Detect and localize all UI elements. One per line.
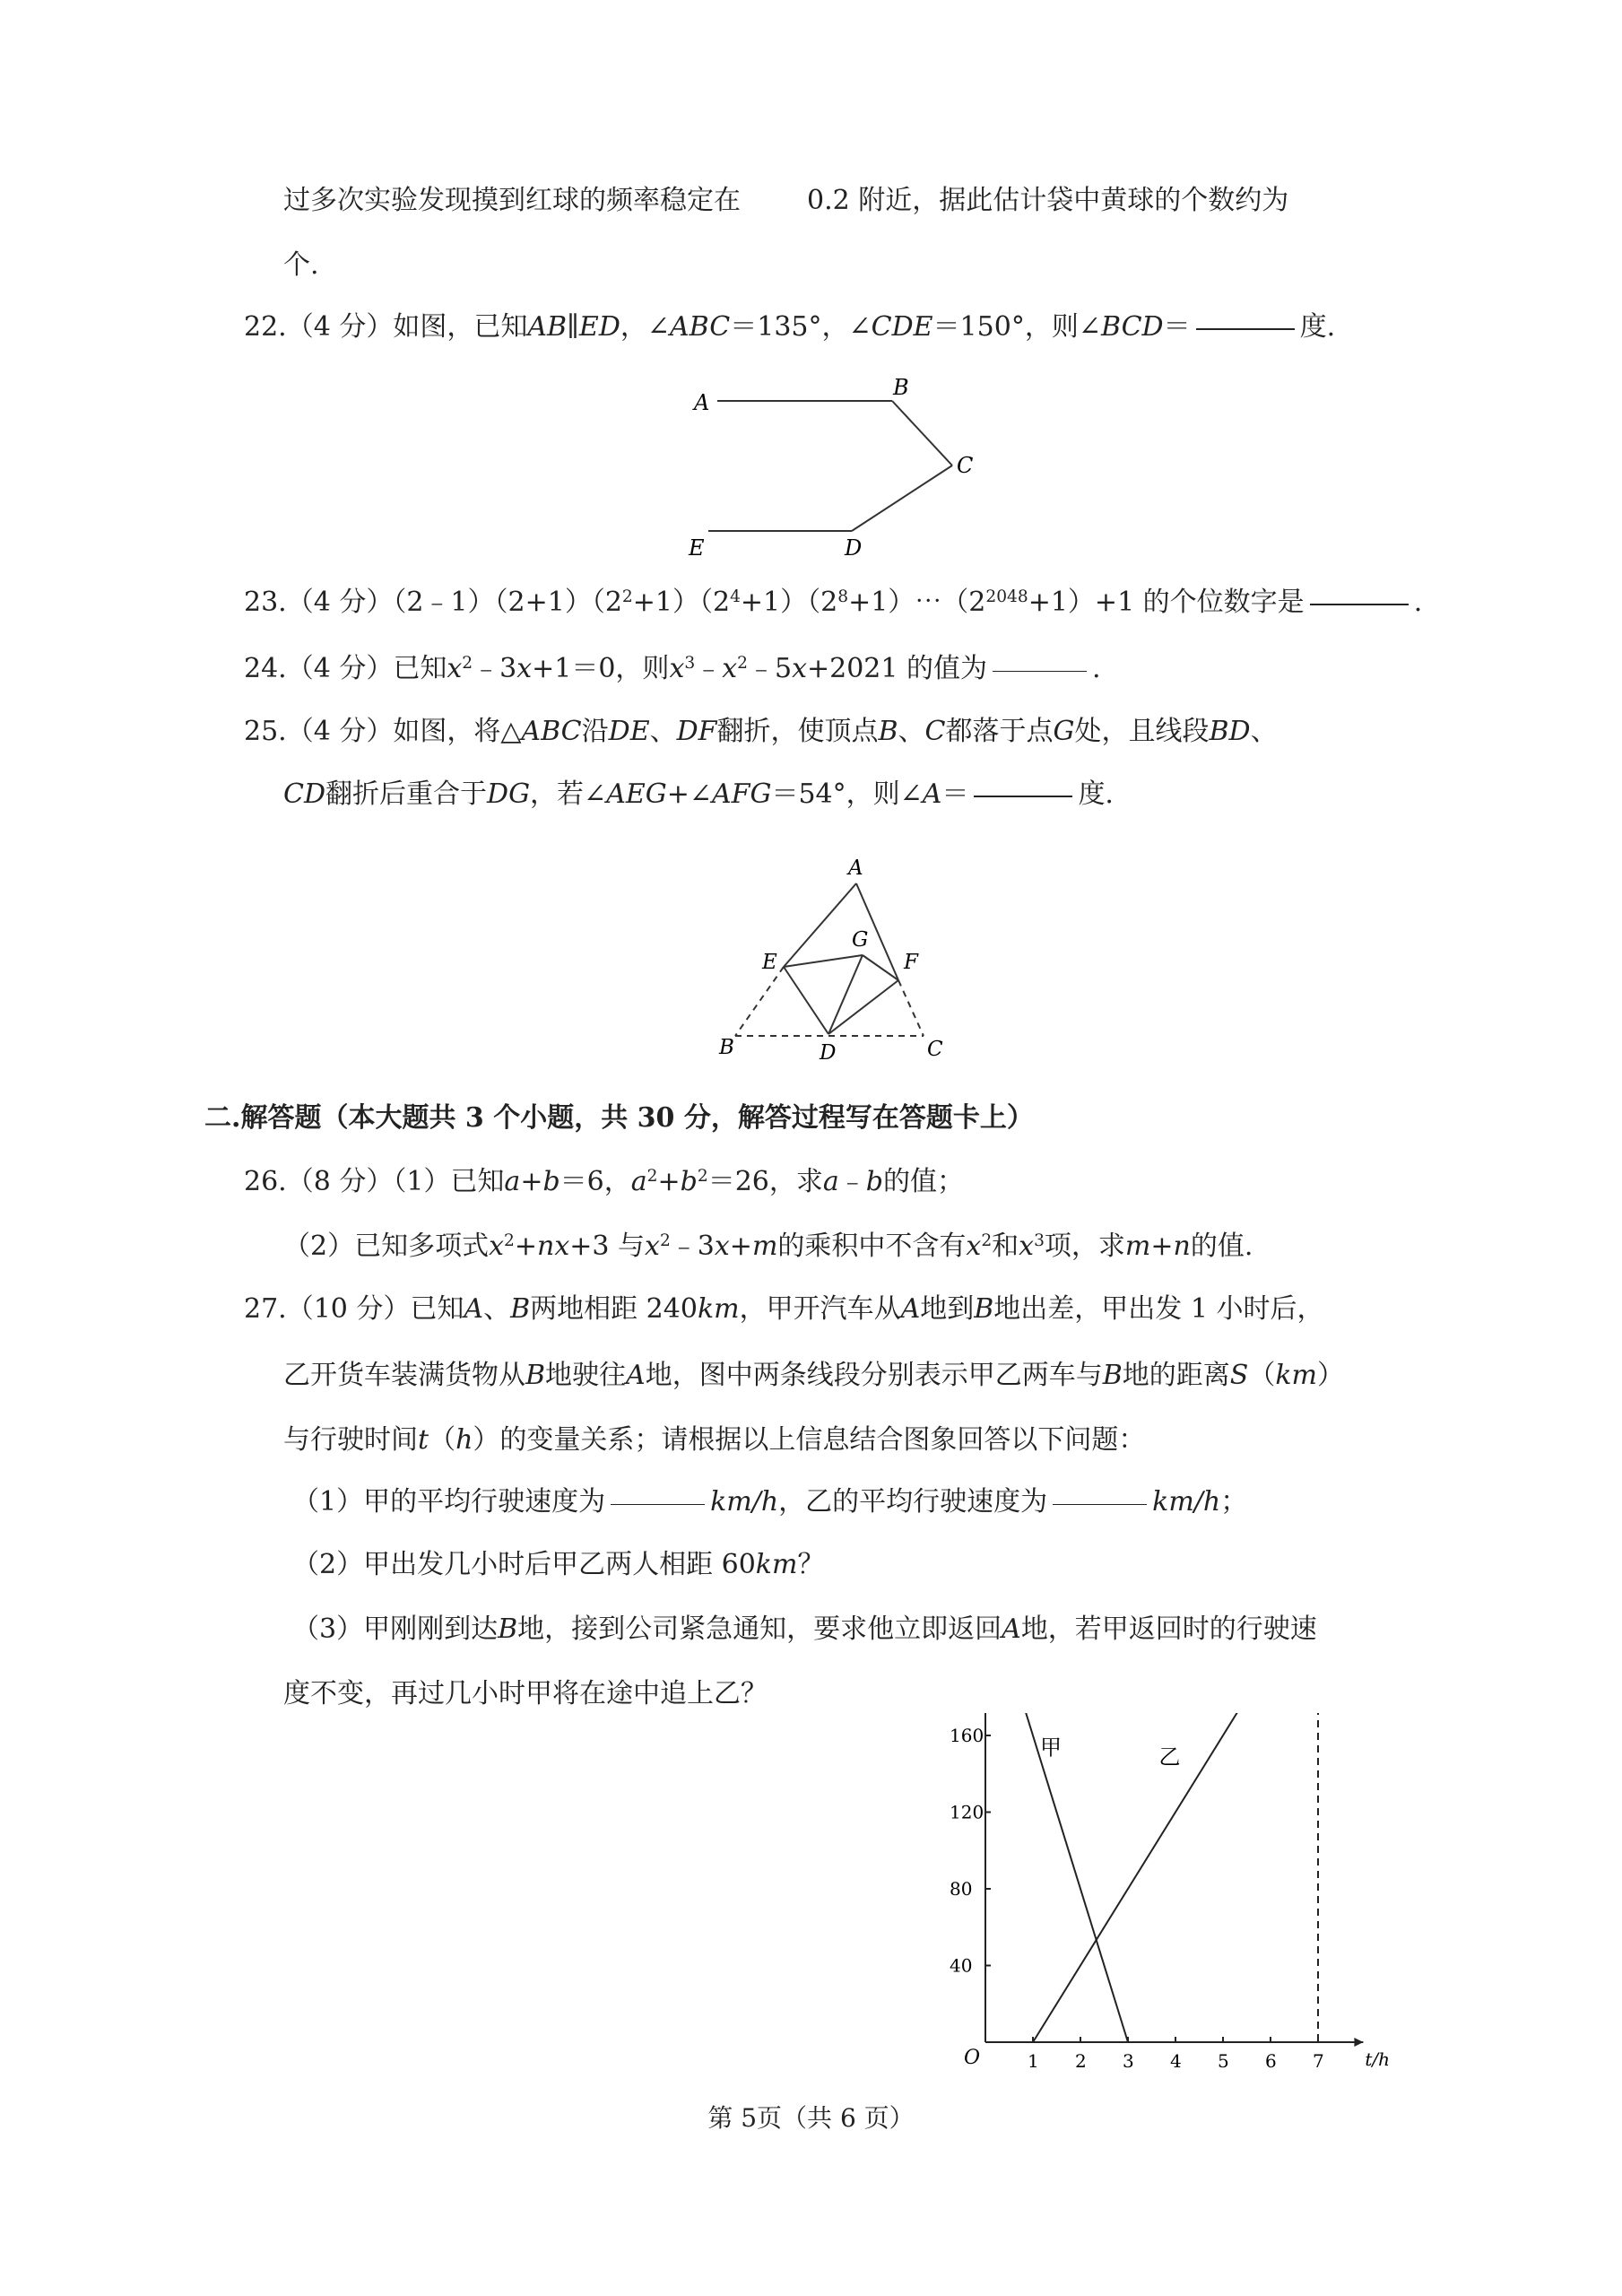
segment-fc xyxy=(898,980,924,1036)
question-27-part3-line1 xyxy=(292,1612,1317,1648)
q27-a3: A xyxy=(626,1360,646,1391)
q27-t17: ，乙的平均行驶速度为 xyxy=(778,1486,1048,1518)
q26-e5: 3 xyxy=(1034,1231,1045,1250)
q26-t13: 的乘积中不含有 xyxy=(777,1231,967,1262)
q27-speed-a-blank[interactable] xyxy=(611,1503,705,1505)
q27-km2: km xyxy=(1275,1360,1317,1391)
segment-gd xyxy=(828,955,863,1034)
q24-x5: x xyxy=(792,653,807,684)
q27-b2: B xyxy=(974,1293,994,1325)
q25-c: C xyxy=(924,716,946,747)
q25-t12: ＝54°，则∠ xyxy=(771,778,923,810)
x-tick-label: 6 xyxy=(1265,2050,1277,2072)
q26-t16: + xyxy=(1150,1231,1174,1262)
y-tick-label: 80 xyxy=(950,1878,973,1900)
q26-a3: a xyxy=(822,1166,839,1197)
q27-h: h xyxy=(455,1424,473,1456)
q23-e3: 8 xyxy=(837,587,849,606)
question-25-line2 xyxy=(283,777,1114,813)
q23-t2: +1）（2 xyxy=(632,587,731,618)
q25-t9: 翻折后重合于 xyxy=(325,778,488,810)
q25-t13: ＝ xyxy=(941,778,969,810)
q26-m1: m xyxy=(751,1231,778,1262)
q26-eb2: 2 xyxy=(697,1166,708,1186)
q24-t5: ﹣5 xyxy=(747,653,793,684)
label-d: D xyxy=(845,535,863,561)
question-23 xyxy=(244,585,1422,621)
section-2-title: 二.解答题（本大题共 3 个小题，共 30 分，解答过程写在答题卡上） xyxy=(204,1102,1034,1134)
figure-22 xyxy=(681,372,986,561)
q27-b3: B xyxy=(525,1360,546,1391)
segment-bc xyxy=(892,401,952,465)
q27-t2: 、 xyxy=(483,1293,511,1325)
q26-t1: 26.（8 分）（1）已知 xyxy=(244,1166,505,1197)
q23-t1: 23.（4 分）（2﹣1）（2+1）（2 xyxy=(244,587,622,618)
segment-ae xyxy=(784,883,856,967)
q27-t11: （ xyxy=(1248,1360,1276,1391)
q26-a2: a xyxy=(630,1166,647,1197)
q26-t4: + xyxy=(657,1166,681,1197)
q27-b4: B xyxy=(1102,1360,1123,1391)
x-axis-label: t/h xyxy=(1365,2048,1390,2070)
question-22 xyxy=(244,309,1335,345)
x-tick-label: 5 xyxy=(1218,2050,1229,2072)
q26-ea2: 2 xyxy=(646,1166,658,1186)
q22-ed: ED xyxy=(578,311,620,343)
q27-t21: （3）甲刚刚到达 xyxy=(292,1613,499,1645)
q27-km3: km xyxy=(755,1549,798,1580)
q24-t4: ﹣ xyxy=(695,653,723,684)
q26-e4: 2 xyxy=(981,1231,993,1250)
q25-t3: 、 xyxy=(649,716,677,747)
page-footer: 第 5页（共 6 页） xyxy=(707,2103,915,2133)
q22-abc: ABC xyxy=(670,311,731,343)
q25-answer-blank[interactable] xyxy=(974,795,1072,797)
q26-t2: + xyxy=(520,1166,543,1197)
q25-dg: DG xyxy=(487,778,531,810)
label-g: G xyxy=(852,928,869,952)
q25-t11: +∠ xyxy=(666,778,712,810)
q23-e4: 2048 xyxy=(985,587,1028,606)
q21-text-b: 0.2 附近，据此估计袋中黄球的个数约为 xyxy=(807,185,1289,216)
q24-x2: x xyxy=(516,653,533,684)
q27-t10: 地的距离 xyxy=(1122,1360,1230,1391)
q27-t22: 地，接到公司紧急通知，要求他立即返回 xyxy=(517,1613,1002,1645)
series-line-jia xyxy=(985,1713,1128,2042)
q24-x3: x xyxy=(669,653,685,684)
q22-parallel: ∥ xyxy=(567,311,579,343)
q27-t15: ）的变量关系；请根据以上信息结合图象回答以下问题： xyxy=(473,1424,1146,1456)
question-25-line1 xyxy=(244,714,1278,750)
segment-fd xyxy=(828,980,898,1034)
q27-t9: 地，图中两条线段分别表示甲乙两车与 xyxy=(645,1360,1103,1391)
q26-t12: + xyxy=(729,1231,752,1262)
q25-t2: 沿 xyxy=(581,716,609,747)
q25-t5: 、 xyxy=(898,716,925,747)
q27-speed-b-blank[interactable] xyxy=(1053,1503,1147,1505)
q27-t12: ） xyxy=(1316,1360,1344,1391)
q26-x3: x xyxy=(714,1231,730,1262)
q22-bcd: BCD xyxy=(1100,311,1164,343)
q25-df: DF xyxy=(676,716,717,747)
q25-t7: 处，且线段 xyxy=(1074,716,1210,747)
q27-b1: B xyxy=(510,1293,531,1325)
q25-a: A xyxy=(922,778,942,810)
q26-t7: 的值； xyxy=(883,1166,964,1197)
q27-a2: A xyxy=(900,1293,921,1325)
q26-t10: +3 与 xyxy=(569,1231,646,1262)
q21-text-c: 个. xyxy=(283,249,319,281)
q25-de: DE xyxy=(608,716,650,747)
q27-t20: ？ xyxy=(797,1549,825,1580)
q21-text-a: 过多次实验发现摸到红球的频率稳定在 xyxy=(283,185,741,216)
q23-e2: 4 xyxy=(730,587,741,606)
q26-t11: ﹣3 xyxy=(670,1231,715,1262)
q22-t3: ＝150°，则∠ xyxy=(932,311,1101,343)
label-e: E xyxy=(762,951,777,974)
question-24 xyxy=(244,651,1101,687)
q21-line2 xyxy=(283,248,319,283)
q26-e1: 2 xyxy=(504,1231,515,1250)
q27-t5: 地到 xyxy=(920,1293,975,1325)
x-tick-label: 7 xyxy=(1313,2050,1324,2072)
q24-e3: 3 xyxy=(684,653,696,673)
q27-t14: （ xyxy=(429,1424,456,1456)
q22-t4: ＝ xyxy=(1163,311,1191,343)
q23-answer-blank[interactable] xyxy=(1310,603,1409,605)
q27-t: t xyxy=(418,1424,429,1456)
x-tick-label: 2 xyxy=(1075,2050,1087,2072)
segment-cd xyxy=(852,465,952,531)
q26-x1: x xyxy=(489,1231,505,1262)
q21-line1 xyxy=(283,183,1288,219)
q23-e1: 2 xyxy=(621,587,633,606)
q22-t2: ＝135°，∠ xyxy=(730,311,872,343)
q23-t5: +1）+1 的个位数字是 xyxy=(1028,587,1305,618)
q27-t18: ； xyxy=(1220,1486,1248,1518)
series-label-jia: 甲 xyxy=(1039,1735,1062,1761)
q26-t17: 的值. xyxy=(1190,1231,1253,1262)
question-26-line2 xyxy=(283,1229,1253,1265)
q27-s: S xyxy=(1229,1360,1249,1391)
q26-t5: ＝26，求 xyxy=(707,1166,823,1197)
label-b: B xyxy=(719,1036,734,1059)
q27-t6: 地出差，甲出发 1 小时后， xyxy=(993,1293,1324,1325)
question-27-part3-line2 xyxy=(283,1676,768,1712)
q26-x5: x xyxy=(1019,1231,1035,1262)
q27-kmh2: km/h xyxy=(1152,1486,1221,1518)
q25-t1: 25.（4 分）如图，将△ xyxy=(244,716,522,747)
x-tick-label: 4 xyxy=(1170,2050,1182,2072)
q24-x4: x xyxy=(722,653,738,684)
q24-end: . xyxy=(1092,653,1101,684)
q26-x4: x xyxy=(966,1231,982,1262)
q26-t9: + xyxy=(514,1231,537,1262)
q27-t1: 27.（10 分）已知 xyxy=(244,1293,464,1325)
q27-t4: ，甲开汽车从 xyxy=(739,1293,901,1325)
q26-b1: b xyxy=(542,1166,560,1197)
q24-t2: ﹣3 xyxy=(473,653,517,684)
q26-nx: nx xyxy=(537,1231,570,1262)
q27-a4: A xyxy=(1002,1613,1021,1645)
label-e: E xyxy=(689,535,705,561)
q27-km1: km xyxy=(697,1293,740,1325)
segment-ed xyxy=(784,967,828,1034)
q26-t8: （2）已知多项式 xyxy=(283,1231,490,1262)
q27-t24: 度不变，再过几小时甲将在途中追上乙？ xyxy=(283,1678,768,1709)
q27-b5: B xyxy=(498,1613,518,1645)
q22-ab: AB xyxy=(527,311,568,343)
q22-answer-blank[interactable] xyxy=(1196,327,1295,330)
q22-t1: ，∠ xyxy=(620,311,671,343)
label-a: A xyxy=(848,857,863,880)
q25-bd: BD xyxy=(1209,716,1251,747)
y-tick-label: 120 xyxy=(950,1801,984,1823)
q26-m2: m xyxy=(1124,1231,1151,1262)
q25-aeg: AEG xyxy=(606,778,667,810)
q25-t10: ，若∠ xyxy=(530,778,607,810)
label-f: F xyxy=(904,951,918,974)
q26-e2: 2 xyxy=(659,1231,671,1250)
q27-t13: 与行驶时间 xyxy=(283,1424,418,1456)
q26-t6: ﹣ xyxy=(838,1166,866,1197)
q25-t6: 都落于点 xyxy=(945,716,1054,747)
q27-t23: 地，若甲返回时的行驶速 xyxy=(1020,1613,1317,1645)
q27-t16: （1）甲的平均行驶速度为 xyxy=(292,1486,606,1518)
q27-t3: 两地相距 240 xyxy=(530,1293,698,1325)
q26-b2: b xyxy=(680,1166,698,1197)
q23-t4: +1）⋯（2 xyxy=(848,587,986,618)
q25-unit: 度. xyxy=(1078,778,1114,810)
question-27-part1 xyxy=(292,1484,1247,1520)
q24-e1: 2 xyxy=(462,653,473,673)
q23-t3: +1）（2 xyxy=(740,587,838,618)
q26-b3: b xyxy=(865,1166,883,1197)
segment-eg xyxy=(784,955,863,967)
q22-stem: 22.（4 分）如图，已知 xyxy=(244,311,528,343)
label-c: C xyxy=(957,453,974,478)
q27-t8: 地驶往 xyxy=(545,1360,627,1391)
q24-x1: x xyxy=(447,653,463,684)
q24-t1: 24.（4 分）已知 xyxy=(244,653,447,684)
segment-eb xyxy=(735,967,784,1036)
question-27-part2 xyxy=(292,1547,824,1583)
q25-t8: 、 xyxy=(1250,716,1278,747)
question-27-line3 xyxy=(283,1422,1145,1458)
q26-x2: x xyxy=(645,1231,660,1262)
distance-time-chart xyxy=(932,1713,1390,2072)
series-label-yi: 乙 xyxy=(1158,1744,1181,1770)
origin-label: O xyxy=(964,2047,981,2069)
q25-abc: ABC xyxy=(521,716,582,747)
q26-t3: ＝6， xyxy=(559,1166,631,1197)
q26-t14: 和 xyxy=(992,1231,1019,1262)
x-axis-arrow xyxy=(1354,2038,1363,2047)
label-c: C xyxy=(927,1038,943,1061)
figure-25 xyxy=(708,848,959,1063)
q23-end: . xyxy=(1413,587,1423,618)
question-27-line2 xyxy=(283,1358,1344,1394)
question-26-line1 xyxy=(244,1164,964,1200)
y-tick-label: 40 xyxy=(950,1954,973,1977)
q24-t3: +1＝0，则 xyxy=(532,653,670,684)
q27-a1: A xyxy=(464,1293,484,1325)
q25-afg: AFG xyxy=(712,778,772,810)
q27-t19: （2）甲出发几小时后甲乙两人相距 60 xyxy=(292,1549,756,1580)
question-27-line1 xyxy=(244,1292,1323,1327)
q24-t6: +2021 的值为 xyxy=(806,653,988,684)
x-tick-label: 3 xyxy=(1123,2050,1134,2072)
y-tick-label: 160 xyxy=(950,1725,984,1746)
x-tick-label: 1 xyxy=(1028,2050,1039,2072)
q26-a1: a xyxy=(504,1166,521,1197)
q25-g: G xyxy=(1053,716,1075,747)
q26-n2: n xyxy=(1173,1231,1191,1262)
q25-b: B xyxy=(878,716,898,747)
q25-cd: CD xyxy=(283,778,326,810)
q26-t15: 项，求 xyxy=(1044,1231,1125,1262)
q24-e4: 2 xyxy=(737,653,748,673)
q24-answer-blank[interactable] xyxy=(993,670,1087,672)
q27-t7: 乙开货车装满货物从 xyxy=(283,1360,525,1391)
q22-unit: 度. xyxy=(1299,311,1336,343)
label-d: D xyxy=(820,1041,837,1063)
q25-t4: 翻折，使顶点 xyxy=(716,716,879,747)
q27-kmh1: km/h xyxy=(710,1486,779,1518)
label-b: B xyxy=(893,375,909,400)
q22-cde: CDE xyxy=(871,311,933,343)
label-a: A xyxy=(694,390,710,415)
